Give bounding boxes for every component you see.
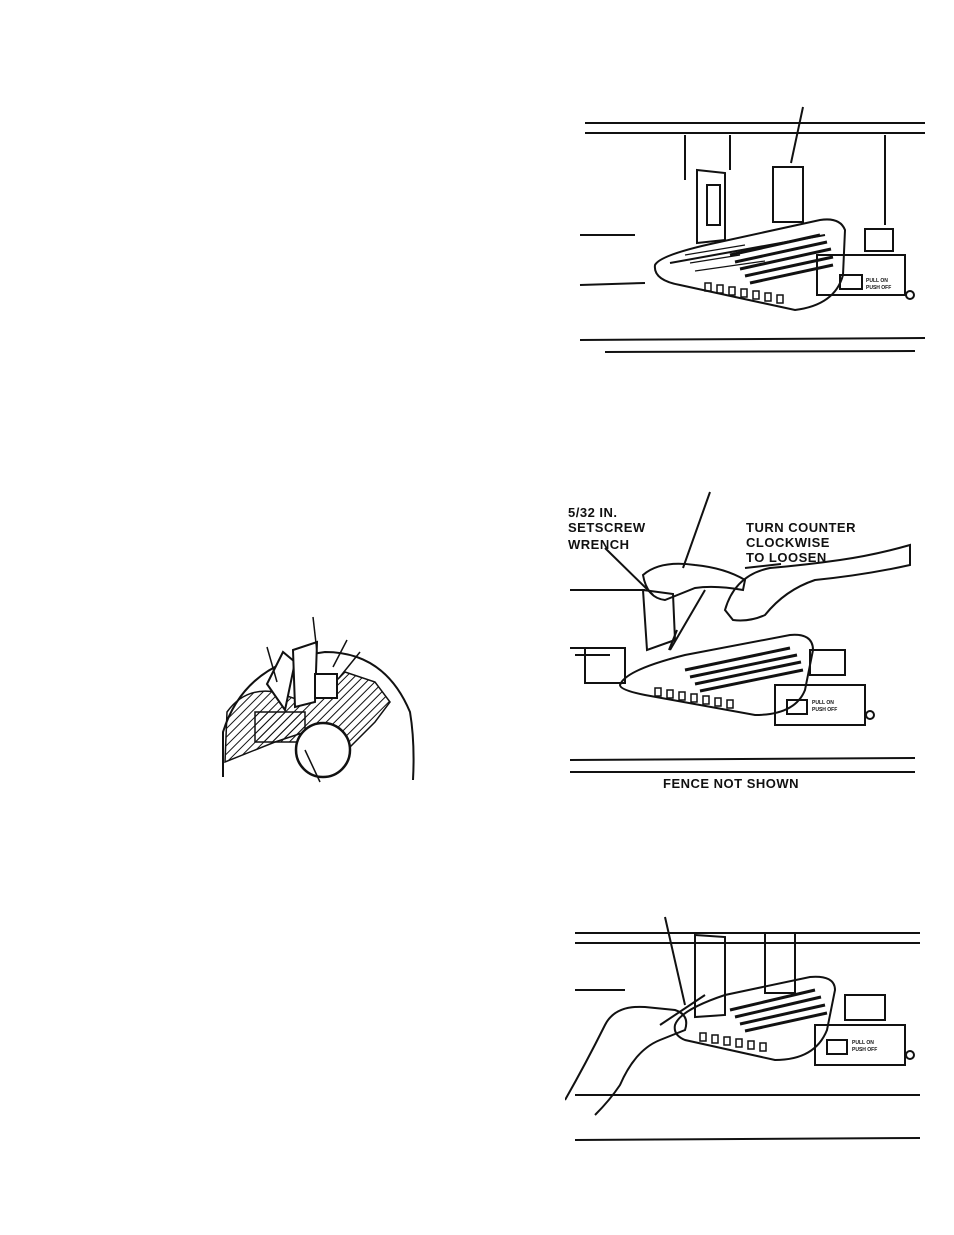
wrench-label-line3: WRENCH [568,537,630,552]
switch-label-off: PUSH OFF [866,285,892,291]
turn-label-line1: TURN COUNTER [746,520,856,535]
wrench-label-line1: 5/32 IN. [568,505,618,520]
switch-label-on-2: PULL ON [812,700,834,706]
jointer-illustration-3 [565,915,935,1150]
figure-screwdriver-adjustment [565,915,935,1150]
jointer-illustration-1 [565,105,935,355]
cutterhead-diagram [215,612,425,787]
turn-label-line2: CLOCKWISE [746,535,830,550]
switch-label-on: PULL ON [866,278,888,284]
switch-label-off-2: PUSH OFF [812,707,838,713]
figure-caption: FENCE NOT SHOWN [663,776,800,791]
switch-label-off-3: PUSH OFF [852,1047,878,1053]
turn-label-line3: TO LOOSEN [746,550,827,565]
wrench-label-line2: SETSCREW [568,520,646,535]
figure-jointer-guard-top [565,105,935,355]
figure-cutterhead-section [215,612,425,787]
switch-label-on-3: PULL ON [852,1040,874,1046]
